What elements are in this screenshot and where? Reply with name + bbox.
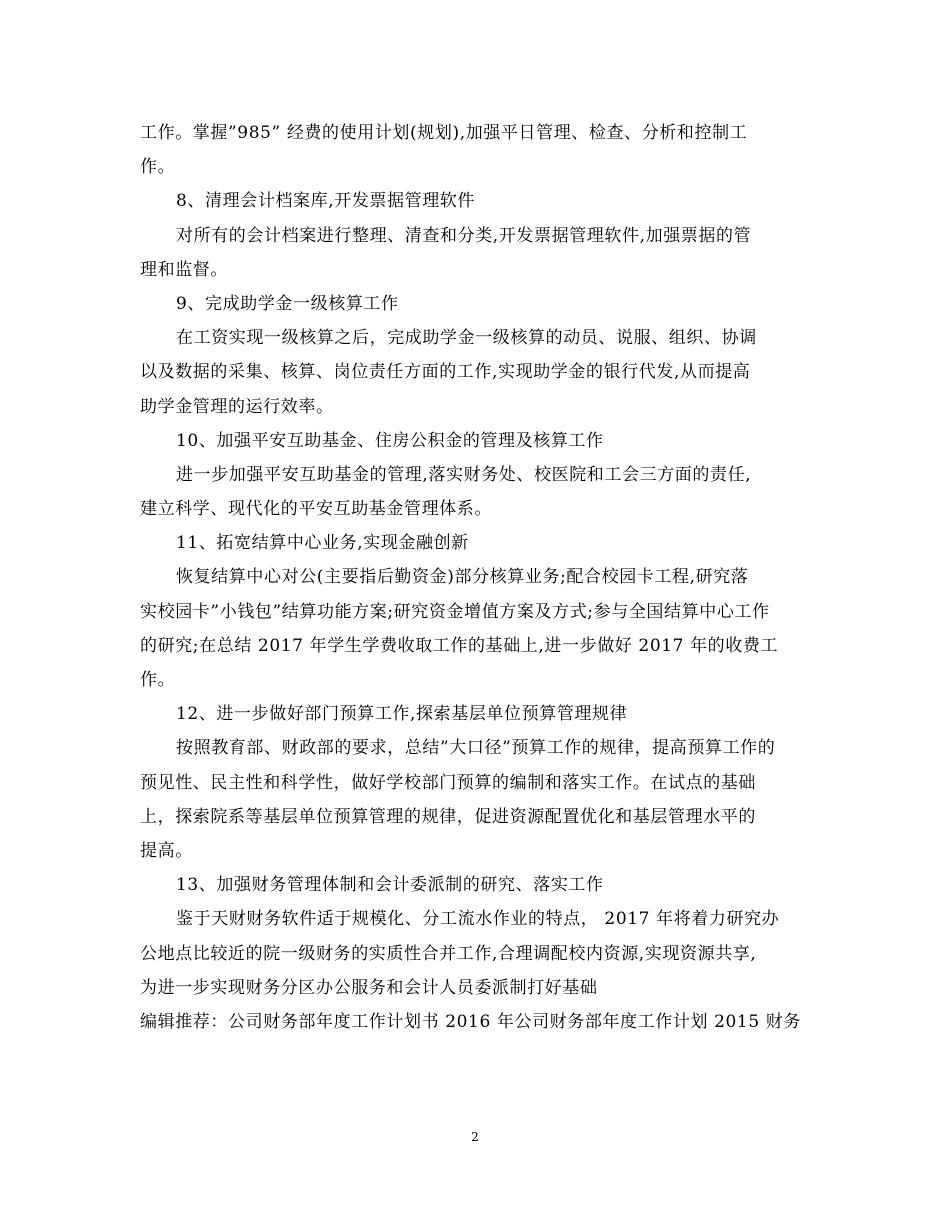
document-body	[140, 116, 820, 1039]
paragraph-line: 实校园卡”小钱包”结算功能方案;研究资金增值方案及方式;参与全国结算中心工作	[140, 601, 770, 622]
section-heading: 8、清理会计档案库,开发票据管理软件	[176, 191, 476, 212]
paragraph-line: 在工资实现一级核算之后，完成助学金一级核算的动员、说服、组织、协调	[176, 328, 757, 349]
paragraph-line: 上，探索院系等基层单位预算管理的规律，促进资源配置优化和基层管理水平的	[140, 806, 756, 827]
section-heading: 11、拓宽结算中心业务,实现金融创新	[176, 533, 469, 554]
paragraph-line: 按照教育部、财政部的要求，总结”大口径”预算工作的规律，提高预算工作的	[176, 738, 776, 759]
paragraph-line: 工作。掌握”985” 经费的使用计划(规划),加强平日管理、检查、分析和控制工	[140, 123, 748, 143]
section-heading: 12、进一步做好部门预算工作,探索基层单位预算管理规律	[176, 704, 628, 725]
page-number: 2	[471, 1130, 479, 1144]
paragraph-line: 作。	[140, 157, 176, 178]
paragraph-line: 理和监督。	[140, 259, 228, 280]
editor-recommendation: 编辑推荐：公司财务部年度工作计划书 2016 年公司财务部年度工作计划 2015 财务	[140, 1011, 801, 1032]
paragraph-line: 作。	[140, 670, 176, 690]
section-heading: 13、加强财务管理体制和会计委派制的研究、落实工作	[176, 875, 604, 896]
paragraph-line: 鉴于天财财务软件适于规模化、分工流水作业的特点， 2017 年将着力研究办	[176, 909, 780, 930]
paragraph-line: 进一步加强平安互助基金的管理,落实财务处、校医院和工会三方面的责任,	[176, 464, 752, 485]
paragraph-line: 提高。	[140, 840, 193, 861]
paragraph-line: 对所有的会计档案进行整理、清查和分类,开发票据管理软件,加强票据的管	[176, 225, 752, 246]
paragraph-line: 公地点比较近的院一级财务的实质性合并工作,合理调配校内资源,实现资源共享,	[140, 943, 757, 964]
paragraph-line: 的研究;在总结 2017 年学生学费收取工作的基础上,进一步做好 2017 年的收费工	[140, 635, 779, 656]
section-heading: 10、加强平安互助基金、住房公积金的管理及核算工作	[176, 430, 604, 451]
paragraph-line: 助学金管理的运行效率。	[140, 396, 334, 417]
paragraph-line: 为进一步实现财务分区办公服务和会计人员委派制打好基础	[140, 977, 598, 998]
paragraph-line: 以及数据的采集、核算、岗位责任方面的工作,实现助学金的银行代发,从而提高	[140, 362, 751, 383]
paragraph-line: 建立科学、现代化的平安互助基金管理体系。	[140, 499, 492, 520]
paragraph-line: 预见性、民主性和科学性，做好学校部门预算的编制和落实工作。在试点的基础	[140, 772, 756, 793]
section-heading: 9、完成助学金一级核算工作	[176, 293, 399, 314]
paragraph-line: 恢复结算中心对公(主要指后勤资金)部分核算业务;配合校园卡工程,研究落	[176, 567, 749, 588]
